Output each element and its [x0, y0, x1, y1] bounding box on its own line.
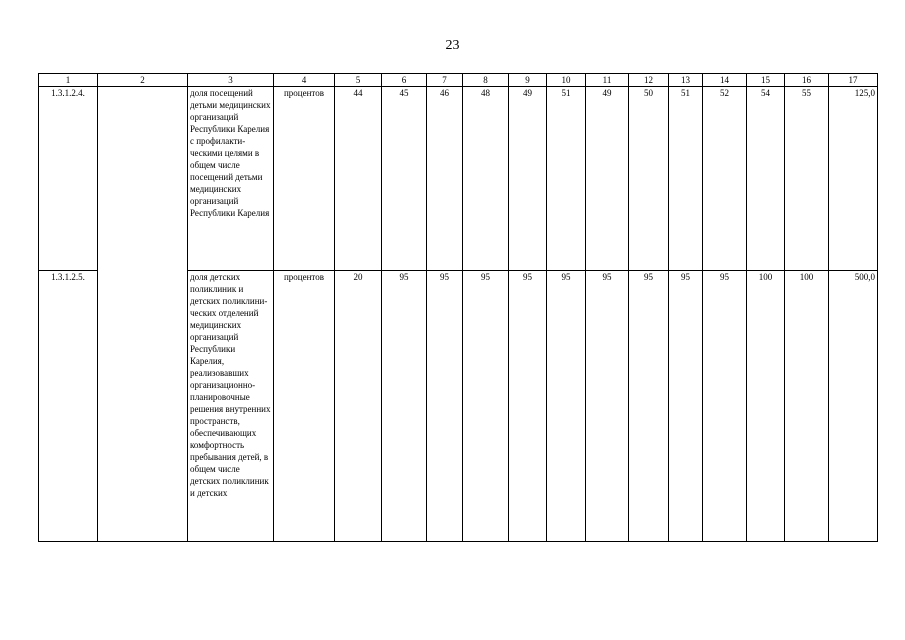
row-description: доля детских поликлиник и детских поликлини-ческих отделений медицинских организаций Республики Карелия, реализовавших организационно-планировочные решения внутренних пространств, обеспечивающих комфортность пребывания детей, в общем числе детских поликлиник и детских — [188, 271, 274, 542]
header-cell: 9 — [509, 74, 547, 87]
value-cell: 52 — [703, 87, 747, 271]
row-unit: процентов — [274, 87, 335, 271]
header-cell: 13 — [669, 74, 703, 87]
value-cell: 48 — [463, 87, 509, 271]
value-cell: 95 — [427, 271, 463, 542]
value-cell: 95 — [629, 271, 669, 542]
value-cell: 55 — [785, 87, 829, 271]
value-cell: 50 — [629, 87, 669, 271]
row-total: 500,0 — [829, 271, 878, 542]
row-code: 1.3.1.2.5. — [39, 271, 98, 542]
header-cell: 8 — [463, 74, 509, 87]
value-cell: 95 — [382, 271, 427, 542]
value-cell: 100 — [747, 271, 785, 542]
row-col2 — [98, 87, 188, 542]
value-cell: 44 — [335, 87, 382, 271]
header-cell: 12 — [629, 74, 669, 87]
header-cell: 2 — [98, 74, 188, 87]
row-unit: процентов — [274, 271, 335, 542]
header-cell: 1 — [39, 74, 98, 87]
value-cell: 49 — [586, 87, 629, 271]
value-cell: 51 — [669, 87, 703, 271]
value-cell: 95 — [547, 271, 586, 542]
header-cell: 6 — [382, 74, 427, 87]
row-description: доля посещений детьми медицинских организаций Республики Карелия с профилакти-ческими целями в общем числе посещений детьми медицинских организаций Республики Карелия — [188, 87, 274, 271]
header-cell: 16 — [785, 74, 829, 87]
value-cell: 51 — [547, 87, 586, 271]
header-cell: 3 — [188, 74, 274, 87]
value-cell: 95 — [586, 271, 629, 542]
value-cell: 100 — [785, 271, 829, 542]
header-row — [39, 74, 878, 87]
header-cell: 10 — [547, 74, 586, 87]
page-number: 23 — [445, 38, 460, 53]
value-cell: 95 — [509, 271, 547, 542]
header-cell: 4 — [274, 74, 335, 87]
header-cell: 14 — [703, 74, 747, 87]
data-table — [38, 73, 878, 542]
value-cell: 95 — [463, 271, 509, 542]
value-cell: 49 — [509, 87, 547, 271]
row-total: 125,0 — [829, 87, 878, 271]
header-cell: 7 — [427, 74, 463, 87]
value-cell: 54 — [747, 87, 785, 271]
table-row — [39, 87, 878, 271]
value-cell: 95 — [669, 271, 703, 542]
value-cell: 20 — [335, 271, 382, 542]
value-cell: 46 — [427, 87, 463, 271]
header-cell: 15 — [747, 74, 785, 87]
row-code: 1.3.1.2.4. — [39, 87, 98, 271]
header-cell: 5 — [335, 74, 382, 87]
header-cell: 11 — [586, 74, 629, 87]
header-cell: 17 — [829, 74, 878, 87]
value-cell: 45 — [382, 87, 427, 271]
value-cell: 95 — [703, 271, 747, 542]
